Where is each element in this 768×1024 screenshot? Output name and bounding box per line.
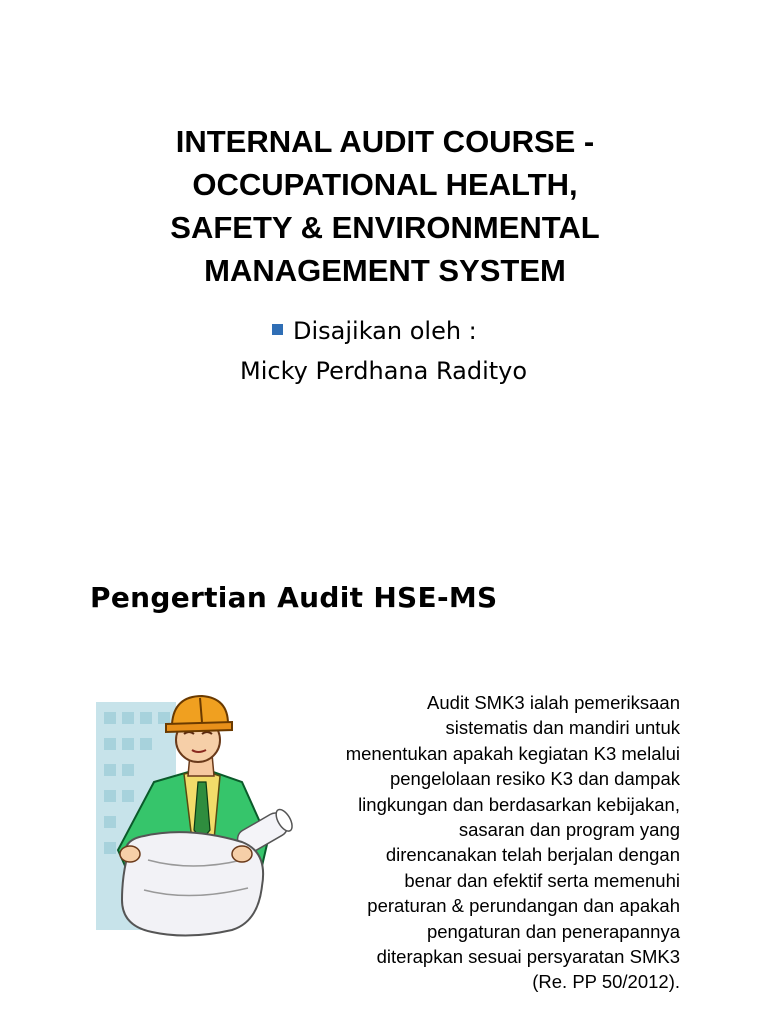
paragraph-line: sistematis dan mandiri untuk (445, 717, 680, 739)
paragraph-line: (Re. PP 50/2012). (532, 971, 680, 993)
paragraph-line: lingkungan dan berdasarkan kebijakan, (358, 793, 680, 815)
title-line: INTERNAL AUDIT COURSE - (175, 124, 595, 159)
title-line: SAFETY & ENVIRONMENTAL (170, 210, 600, 245)
title-line: OCCUPATIONAL HEALTH, (192, 167, 578, 202)
presenter-label-row (272, 311, 477, 351)
paragraph-line: pengaturan dan penerapannya (426, 920, 680, 942)
paragraph-line: pengelolaan resiko K3 dan dampak (389, 768, 680, 790)
paragraph-line: diterapkan sesuai persyaratan SMK3 (376, 946, 680, 968)
slide-title (60, 120, 710, 292)
section-heading: Pengertian Audit HSE-MS (90, 581, 498, 614)
paragraph-line: Audit SMK3 ialah pemeriksaan (427, 692, 680, 713)
presenter-name: Micky Perdhana Radityo (240, 357, 528, 385)
title-line: MANAGEMENT SYSTEM (204, 253, 566, 288)
paragraph-line: sasaran dan program yang (458, 819, 680, 841)
definition-paragraph (262, 690, 680, 995)
paragraph-line: benar dan efektif serta memenuhi (404, 869, 680, 891)
presenter-label: Disajikan oleh : (293, 317, 477, 345)
paragraph-line: peraturan & perundangan dan apakah (367, 895, 680, 917)
paragraph-line: menentukan apakah kegiatan K3 melalui (345, 742, 680, 764)
square-bullet-icon (272, 324, 283, 335)
paragraph-line: direncanakan telah berjalan dengan (385, 844, 680, 866)
